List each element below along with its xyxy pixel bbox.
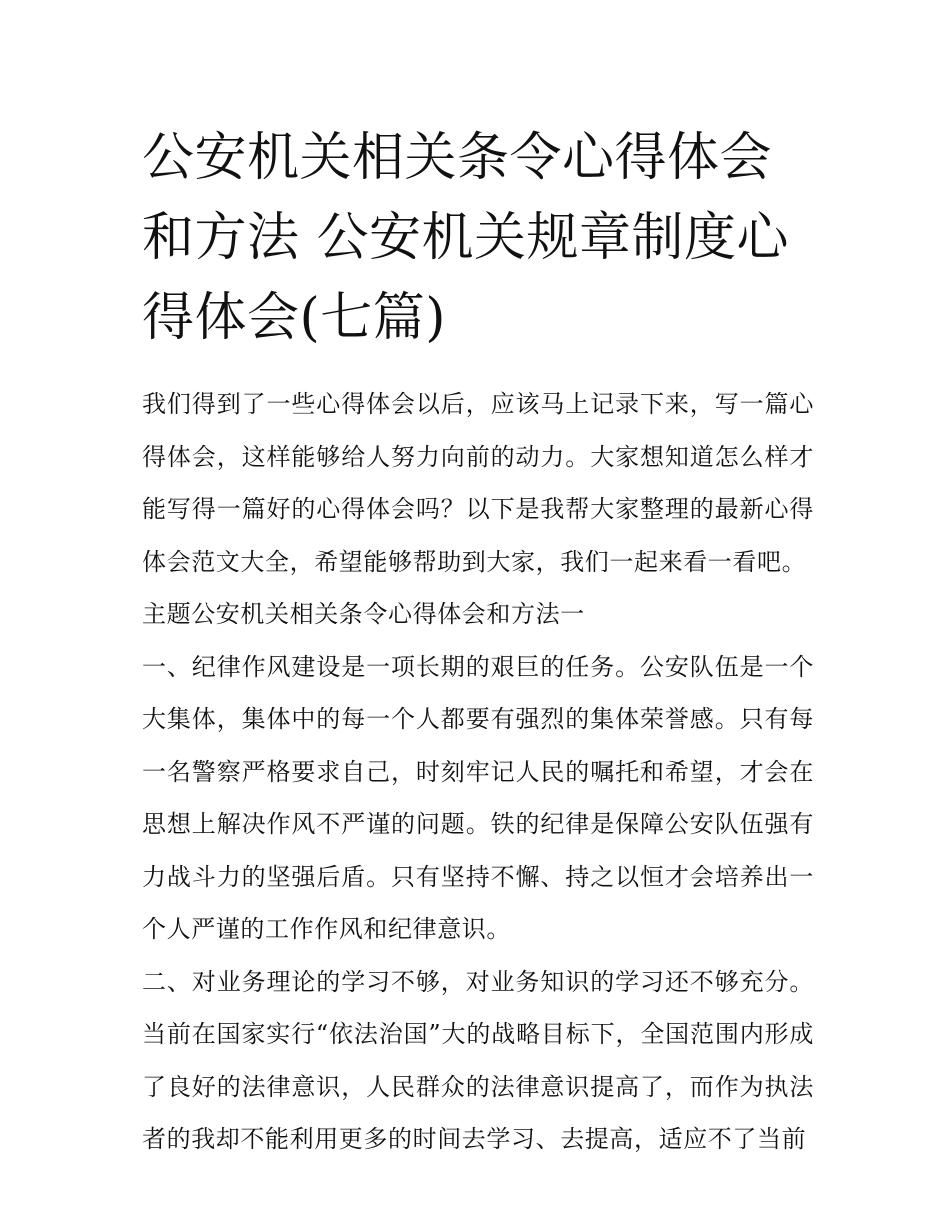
intro-paragraph: 我们得到了一些心得体会以后，应该马上记录下来，写一篇心得体会，这样能够给人努力向前的动力。大家想知道怎么样才能写得一篇好的心得体会吗？以下是我帮大家整理的最新心得体会范文大全，希望能够帮助到大家，我们一起来看一看吧。 <box>142 390 814 576</box>
document-content <box>142 118 814 1166</box>
body-paragraph-1: 一、纪律作风建设是一项长期的艰巨的任务。公安队伍是一个大集体，集体中的每一个人都要有强烈的集体荣誉感。只有每一名警察严格要求自己，时刻牢记人民的嘱托和希望，才会在思想上解决作风不严谨的问题。铁的纪律是保障公安队伍强有力战斗力的坚强后盾。只有坚持不懈、持之以恒才会培养出一个人严谨的工作作风和纪律意识。 <box>142 652 814 943</box>
body-paragraph-2: 二、对业务理论的学习不够，对业务知识的学习还不够充分。当前在国家实行“依法治国”大的战略目标下，全国范围内形成了良好的法律意识，人民群众的法律意识提高了，而作为执法者的我却不能利用更多的时间去学习、去提高，适应不了当前 <box>142 967 814 1153</box>
document-title: 公安机关相关条令心得体会和方法 公安机关规章制度心得体会(七篇) <box>142 128 790 348</box>
document-body <box>142 378 814 1166</box>
section-heading: 主题公安机关相关条令心得体会和方法一 <box>142 600 585 628</box>
